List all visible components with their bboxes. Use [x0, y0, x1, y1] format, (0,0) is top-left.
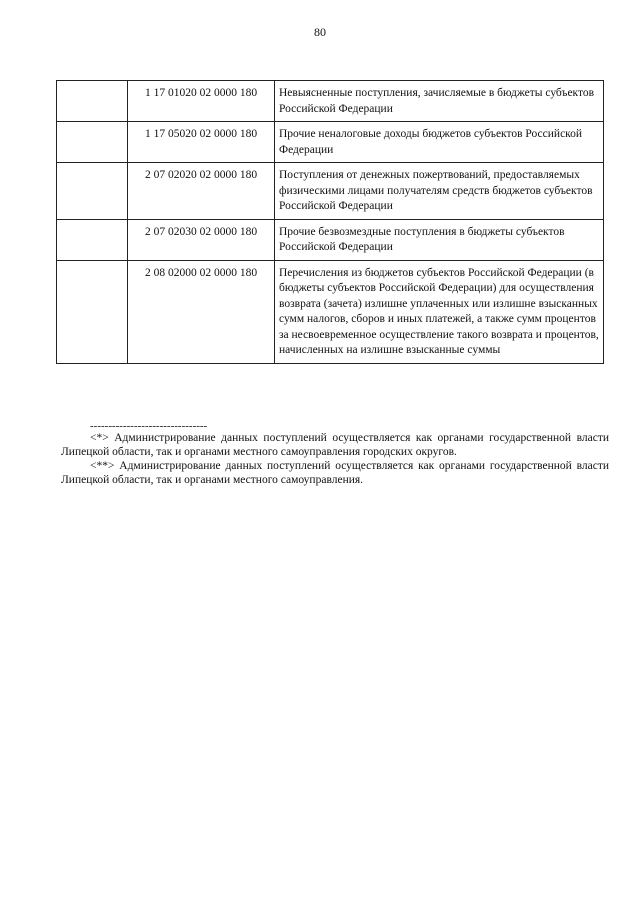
footnote-2: <**> Администрирование данных поступлений осуществляется как органами государственной власти Липецкой области, так и органами местного самоуправления.: [61, 460, 609, 486]
table-row: [57, 260, 604, 363]
description-cell: Прочие неналоговые доходы бюджетов субъектов Российской Федерации: [275, 122, 604, 163]
description-cell: Поступления от денежных пожертвований, предоставляемых физическими лицами получателям средств бюджетов субъектов Российской Федерации: [275, 163, 604, 220]
revenue-codes-table: [56, 80, 604, 364]
footnote-1: <*> Администрирование данных поступлений осуществляется как органами государственной власти Липецкой области, так и органами местного самоуправления городских округов.: [61, 432, 609, 458]
code-cell: 2 07 02030 02 0000 180: [128, 219, 275, 260]
footnotes: [61, 431, 609, 487]
code-cell: 1 17 01020 02 0000 180: [128, 81, 275, 122]
administrator-cell: [57, 219, 128, 260]
description-cell: Невыясненные поступления, зачисляемые в бюджеты субъектов Российской Федерации: [275, 81, 604, 122]
code-cell: 2 07 02020 02 0000 180: [128, 163, 275, 220]
footnote-separator: --------------------------------: [90, 420, 208, 432]
page-number: 80: [314, 25, 326, 39]
administrator-cell: [57, 81, 128, 122]
administrator-cell: [57, 163, 128, 220]
code-cell: 1 17 05020 02 0000 180: [128, 122, 275, 163]
table-row: [57, 122, 604, 163]
table-row: [57, 81, 604, 122]
administrator-cell: [57, 260, 128, 363]
table-row: [57, 163, 604, 220]
description-cell: Прочие безвозмездные поступления в бюджеты субъектов Российской Федерации: [275, 219, 604, 260]
administrator-cell: [57, 122, 128, 163]
table-row: [57, 219, 604, 260]
code-cell: 2 08 02000 02 0000 180: [128, 260, 275, 363]
description-cell: Перечисления из бюджетов субъектов Российской Федерации (в бюджеты субъектов Российской Федерации) для осуществления возврата (зачета) излишне уплаченных или излишне взысканных сумм налогов, сборов и иных платежей, а также сумм процентов за несвоевременное осуществление такого возврата и процентов, начисленных на излишне взысканные суммы: [275, 260, 604, 363]
